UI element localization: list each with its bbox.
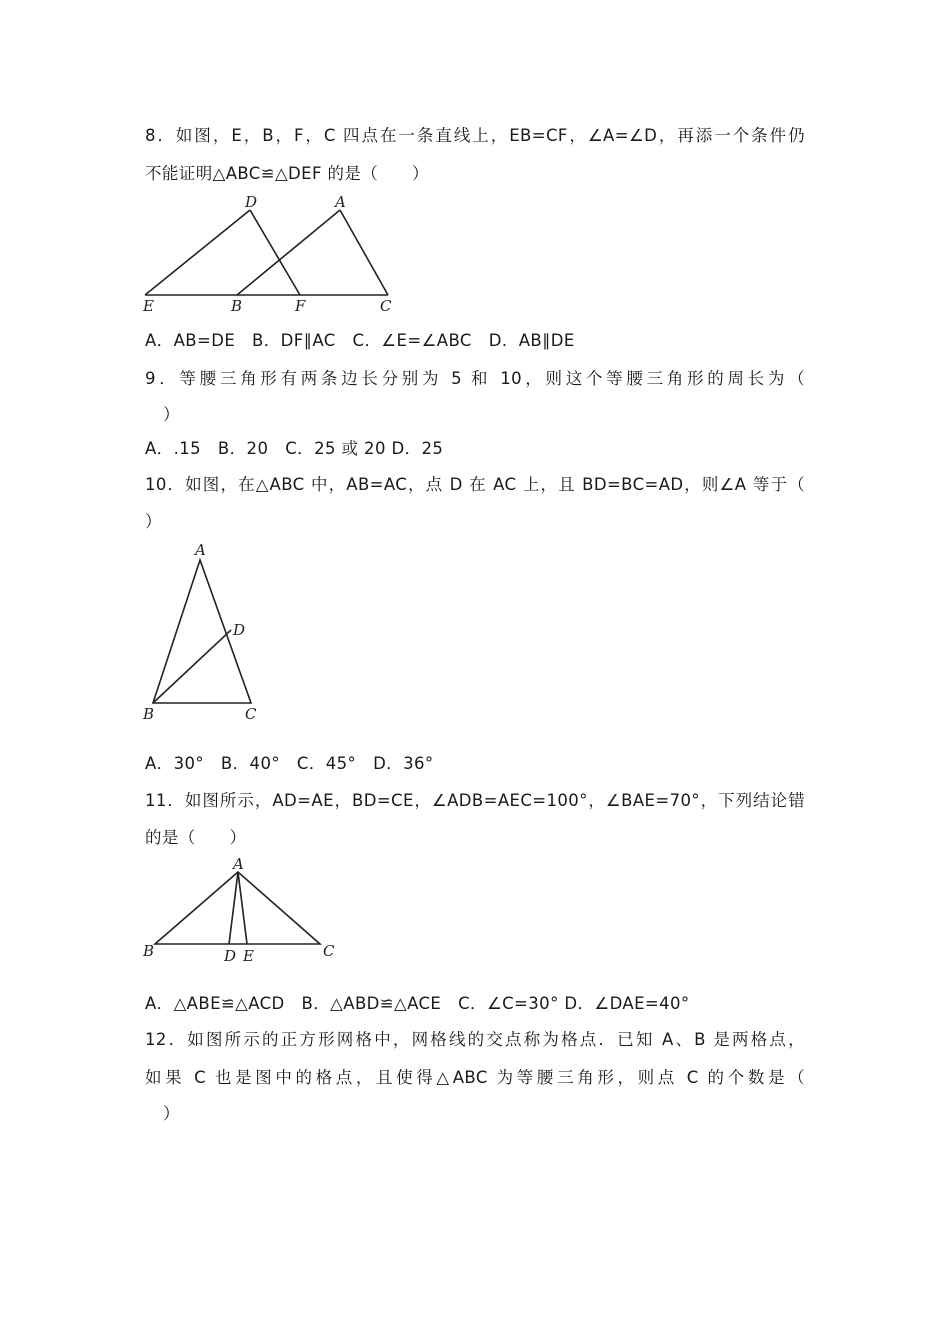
q11-segment-AE <box>238 872 247 944</box>
q11-text-line1: 11．如图所示，AD=AE，BD=CE，∠ADB=AEC=100°，∠BAE=70°，下列结论错 <box>145 791 805 810</box>
q11-label-E: E <box>243 947 254 965</box>
q12-text-line1: 12．如图所示的正方形网格中，网格线的交点称为格点．已知 A、B 是两格点， <box>145 1030 805 1049</box>
q11-figure <box>140 852 350 967</box>
q8-options: A．AB=DE B．DF∥AC C．∠E=∠ABC D．AB∥DE <box>145 331 575 350</box>
q8-segment-BA <box>237 210 340 295</box>
q11-segment-AD <box>229 872 238 944</box>
q11-options: A．△ABE≌△ACD B．△ABD≌△ACE C．∠C=30° D．∠DAE=40° <box>145 994 690 1013</box>
q9-text-line1: 9．等腰三角形有两条边长分别为 5 和 10，则这个等腰三角形的周长为（ <box>145 369 805 388</box>
q8-text-line2: 不能证明△ABC≌△DEF 的是（ ） <box>145 164 429 183</box>
q11-label-A: A <box>233 855 244 873</box>
q8-label-C: C <box>380 297 392 315</box>
q11-label-D: D <box>224 947 237 965</box>
q11-text-line2: 的是（ ） <box>145 828 247 847</box>
q10-text-line2: ） <box>145 512 162 531</box>
q8-label-E: E <box>143 297 154 315</box>
q10-options: A．30° B．40° C．45° D．36° <box>145 754 434 773</box>
q12-text-line2: 如果 C 也是图中的格点，且使得△ABC 为等腰三角形，则点 C 的个数是（ <box>145 1068 805 1087</box>
q11-triangle-ABC <box>155 872 320 944</box>
q10-text-line1: 10．如图，在△ABC 中，AB=AC，点 D 在 AC 上，且 BD=BC=AD，则∠A 等于（ <box>145 475 805 494</box>
q10-label-D: D <box>233 621 246 639</box>
q8-segment-ED <box>145 210 250 295</box>
q8-label-F: F <box>295 297 306 315</box>
q10-label-C: C <box>245 705 257 723</box>
q8-segment-DF <box>250 210 300 295</box>
q9-options: A．.15 B．20 C．25 或 20 D．25 <box>145 439 444 458</box>
q10-figure <box>140 540 270 730</box>
q8-segment-AC <box>340 210 388 295</box>
q8-label-D: D <box>245 193 258 211</box>
q8-label-A: A <box>335 193 346 211</box>
q8-figure <box>140 192 400 317</box>
q12-text-line3: ） <box>163 1104 180 1123</box>
q8-text-line1: 8．如图，E，B，F，C 四点在一条直线上，EB=CF，∠A=∠D，再添一个条件仍 <box>145 126 805 145</box>
q10-label-B: B <box>143 705 155 723</box>
q8-label-B: B <box>231 297 243 315</box>
q9-text-line2: ） <box>163 405 180 424</box>
q11-label-C: C <box>323 942 335 960</box>
q11-label-B: B <box>143 942 155 960</box>
q10-label-A: A <box>195 541 206 559</box>
